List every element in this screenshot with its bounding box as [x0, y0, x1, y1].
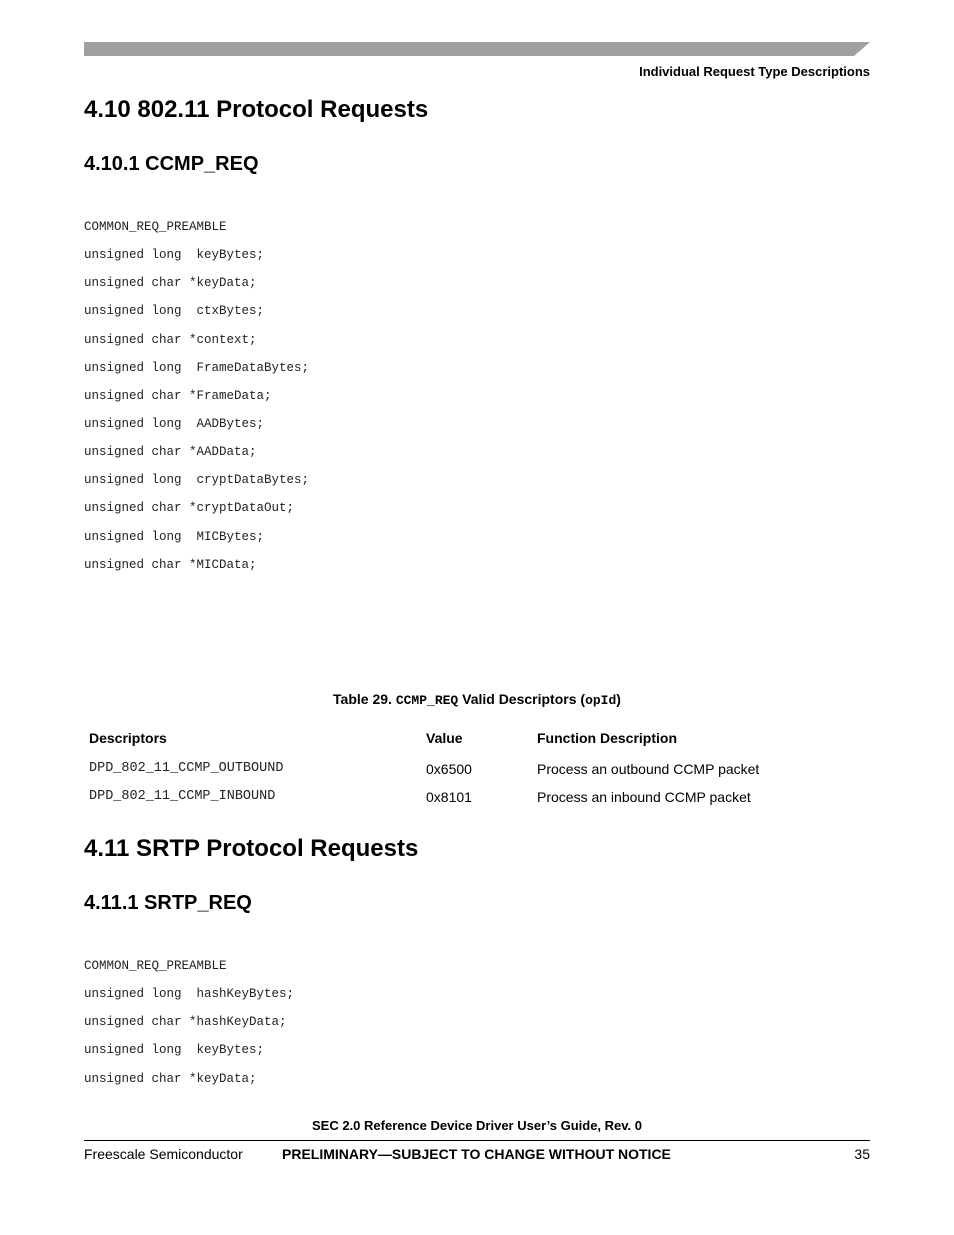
code-line: COMMON_REQ_PREAMBLE	[84, 959, 227, 973]
descriptors-table	[84, 726, 870, 813]
footer-company: Freescale Semiconductor	[84, 1146, 243, 1162]
ccmp-req-code-block	[84, 213, 309, 579]
code-line: unsigned long AADBytes;	[84, 416, 265, 431]
table-header-row	[84, 726, 870, 754]
section-heading-4-10: 4.10 802.11 Protocol Requests	[84, 96, 429, 123]
value-cell: 0x8101	[426, 789, 472, 805]
section-heading-4-11: 4.11 SRTP Protocol Requests	[84, 835, 419, 862]
code-line: unsigned long keyBytes;	[84, 248, 265, 263]
column-header-function: Function Description	[537, 730, 677, 746]
code-line: unsigned char *keyData;	[84, 1071, 257, 1086]
code-line: unsigned long cryptDataBytes;	[84, 473, 310, 488]
value-cell: 0x6500	[426, 761, 472, 777]
code-line: unsigned char *FrameData;	[84, 388, 272, 403]
descriptor-cell: DPD_802_11_CCMP_OUTBOUND	[89, 761, 284, 776]
srtp-req-code-block	[84, 952, 294, 1093]
header-bar	[84, 42, 870, 56]
table-caption-code: CCMP_REQ	[395, 693, 459, 708]
table-row	[84, 785, 870, 813]
table-caption-prefix: Table 29.	[333, 691, 396, 707]
footer-divider	[84, 1140, 870, 1141]
function-cell: Process an inbound CCMP packet	[537, 789, 751, 805]
table-row	[84, 757, 870, 785]
footer-notice: PRELIMINARY—SUBJECT TO CHANGE WITHOUT NOTICE	[282, 1146, 671, 1162]
column-header-descriptors: Descriptors	[89, 730, 167, 746]
table-caption-code2: opId	[585, 693, 617, 708]
code-line: unsigned char *keyData;	[84, 276, 257, 291]
code-line: unsigned long FrameDataBytes;	[84, 360, 310, 375]
code-line: unsigned char *context;	[84, 332, 257, 347]
column-header-value: Value	[426, 730, 463, 746]
code-line: unsigned long keyBytes;	[84, 1043, 265, 1058]
table-caption-suffix: )	[616, 691, 621, 707]
header-bar-shape	[84, 42, 870, 56]
code-line: unsigned long MICBytes;	[84, 529, 265, 544]
code-line: unsigned char *AADData;	[84, 445, 257, 460]
table-caption	[0, 691, 954, 708]
page-number: 35	[854, 1146, 870, 1162]
code-line: COMMON_REQ_PREAMBLE	[84, 220, 227, 234]
subsection-heading-4-11-1: 4.11.1 SRTP_REQ	[84, 892, 252, 914]
descriptor-cell: DPD_802_11_CCMP_INBOUND	[89, 789, 276, 804]
footer-doc-title: SEC 2.0 Reference Device Driver User’s Guide, Rev. 0	[312, 1118, 642, 1133]
subsection-heading-4-10-1: 4.10.1 CCMP_REQ	[84, 153, 259, 175]
table-caption-mid: Valid Descriptors (	[458, 691, 586, 707]
function-cell: Process an outbound CCMP packet	[537, 761, 760, 777]
code-line: unsigned char *MICData;	[84, 557, 257, 572]
code-line: unsigned long hashKeyBytes;	[84, 987, 295, 1002]
code-line: unsigned long ctxBytes;	[84, 304, 265, 319]
code-line: unsigned char *hashKeyData;	[84, 1015, 287, 1030]
code-line: unsigned char *cryptDataOut;	[84, 501, 295, 516]
running-header: Individual Request Type Descriptions	[639, 64, 870, 79]
